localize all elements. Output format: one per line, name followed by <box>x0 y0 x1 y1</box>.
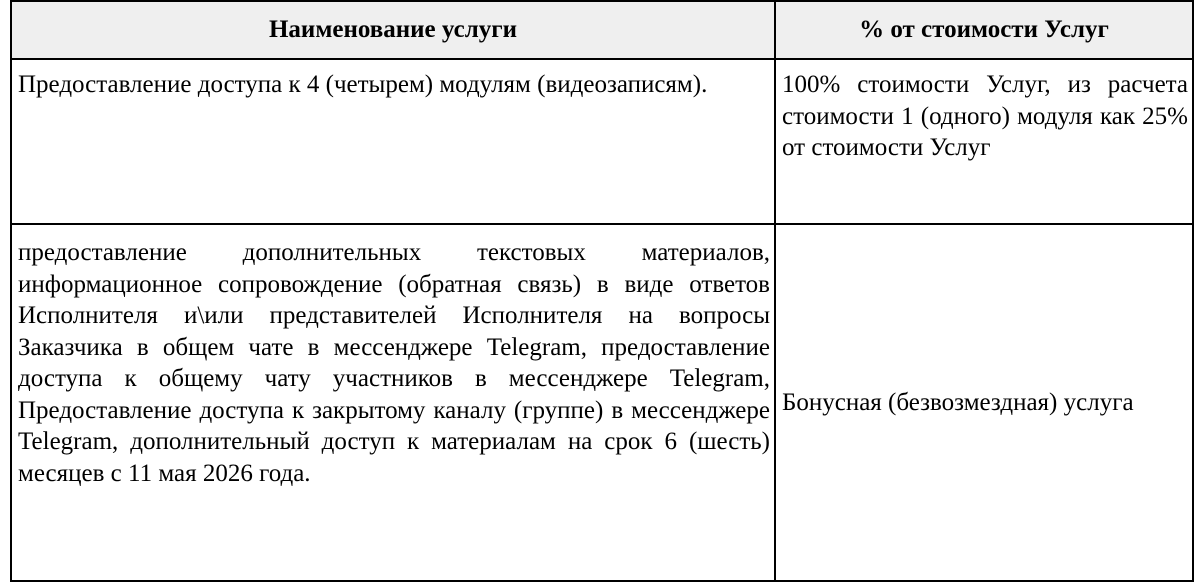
table-header <box>11 1 1193 59</box>
services-table <box>10 0 1194 582</box>
percent-cell <box>775 224 1193 581</box>
percent-description: 100% стоимости Услуг, из расчета стоимости 1 (одного) модуля как 25% от стоимости Услуг <box>782 71 1188 161</box>
header-service-name: Наименование услуги <box>11 1 775 59</box>
service-description: Предоставление доступа к 4 (четырем) модулям (видеозаписям). <box>18 71 708 98</box>
table-body <box>11 59 1193 581</box>
service-cell <box>11 59 775 224</box>
header-row <box>11 1 1193 59</box>
percent-cell <box>775 59 1193 224</box>
percent-description: Бонусная (безвозмездная) услуга <box>782 388 1134 416</box>
header-percent-of-cost: % от стоимости Услуг <box>775 1 1193 59</box>
table-row <box>11 59 1193 224</box>
service-cell <box>11 224 775 581</box>
table-row <box>11 224 1193 581</box>
service-description: предоставление дополнительных текстовых материалов, информационное сопровождение (обратная связь) в виде ответов Исполнителя и\или представителей Исполнителя на вопросы Заказчика в общем чате в мессенджере Telegram, предоставление доступа к общему чату участников в мессенджере Telegram, Предоставление доступа к закрытому каналу (группе) в мессенджере Telegram, дополнительный доступ к материалам на срок 6 (шесть) месяцев с 11 мая 2026 года. <box>18 239 770 487</box>
